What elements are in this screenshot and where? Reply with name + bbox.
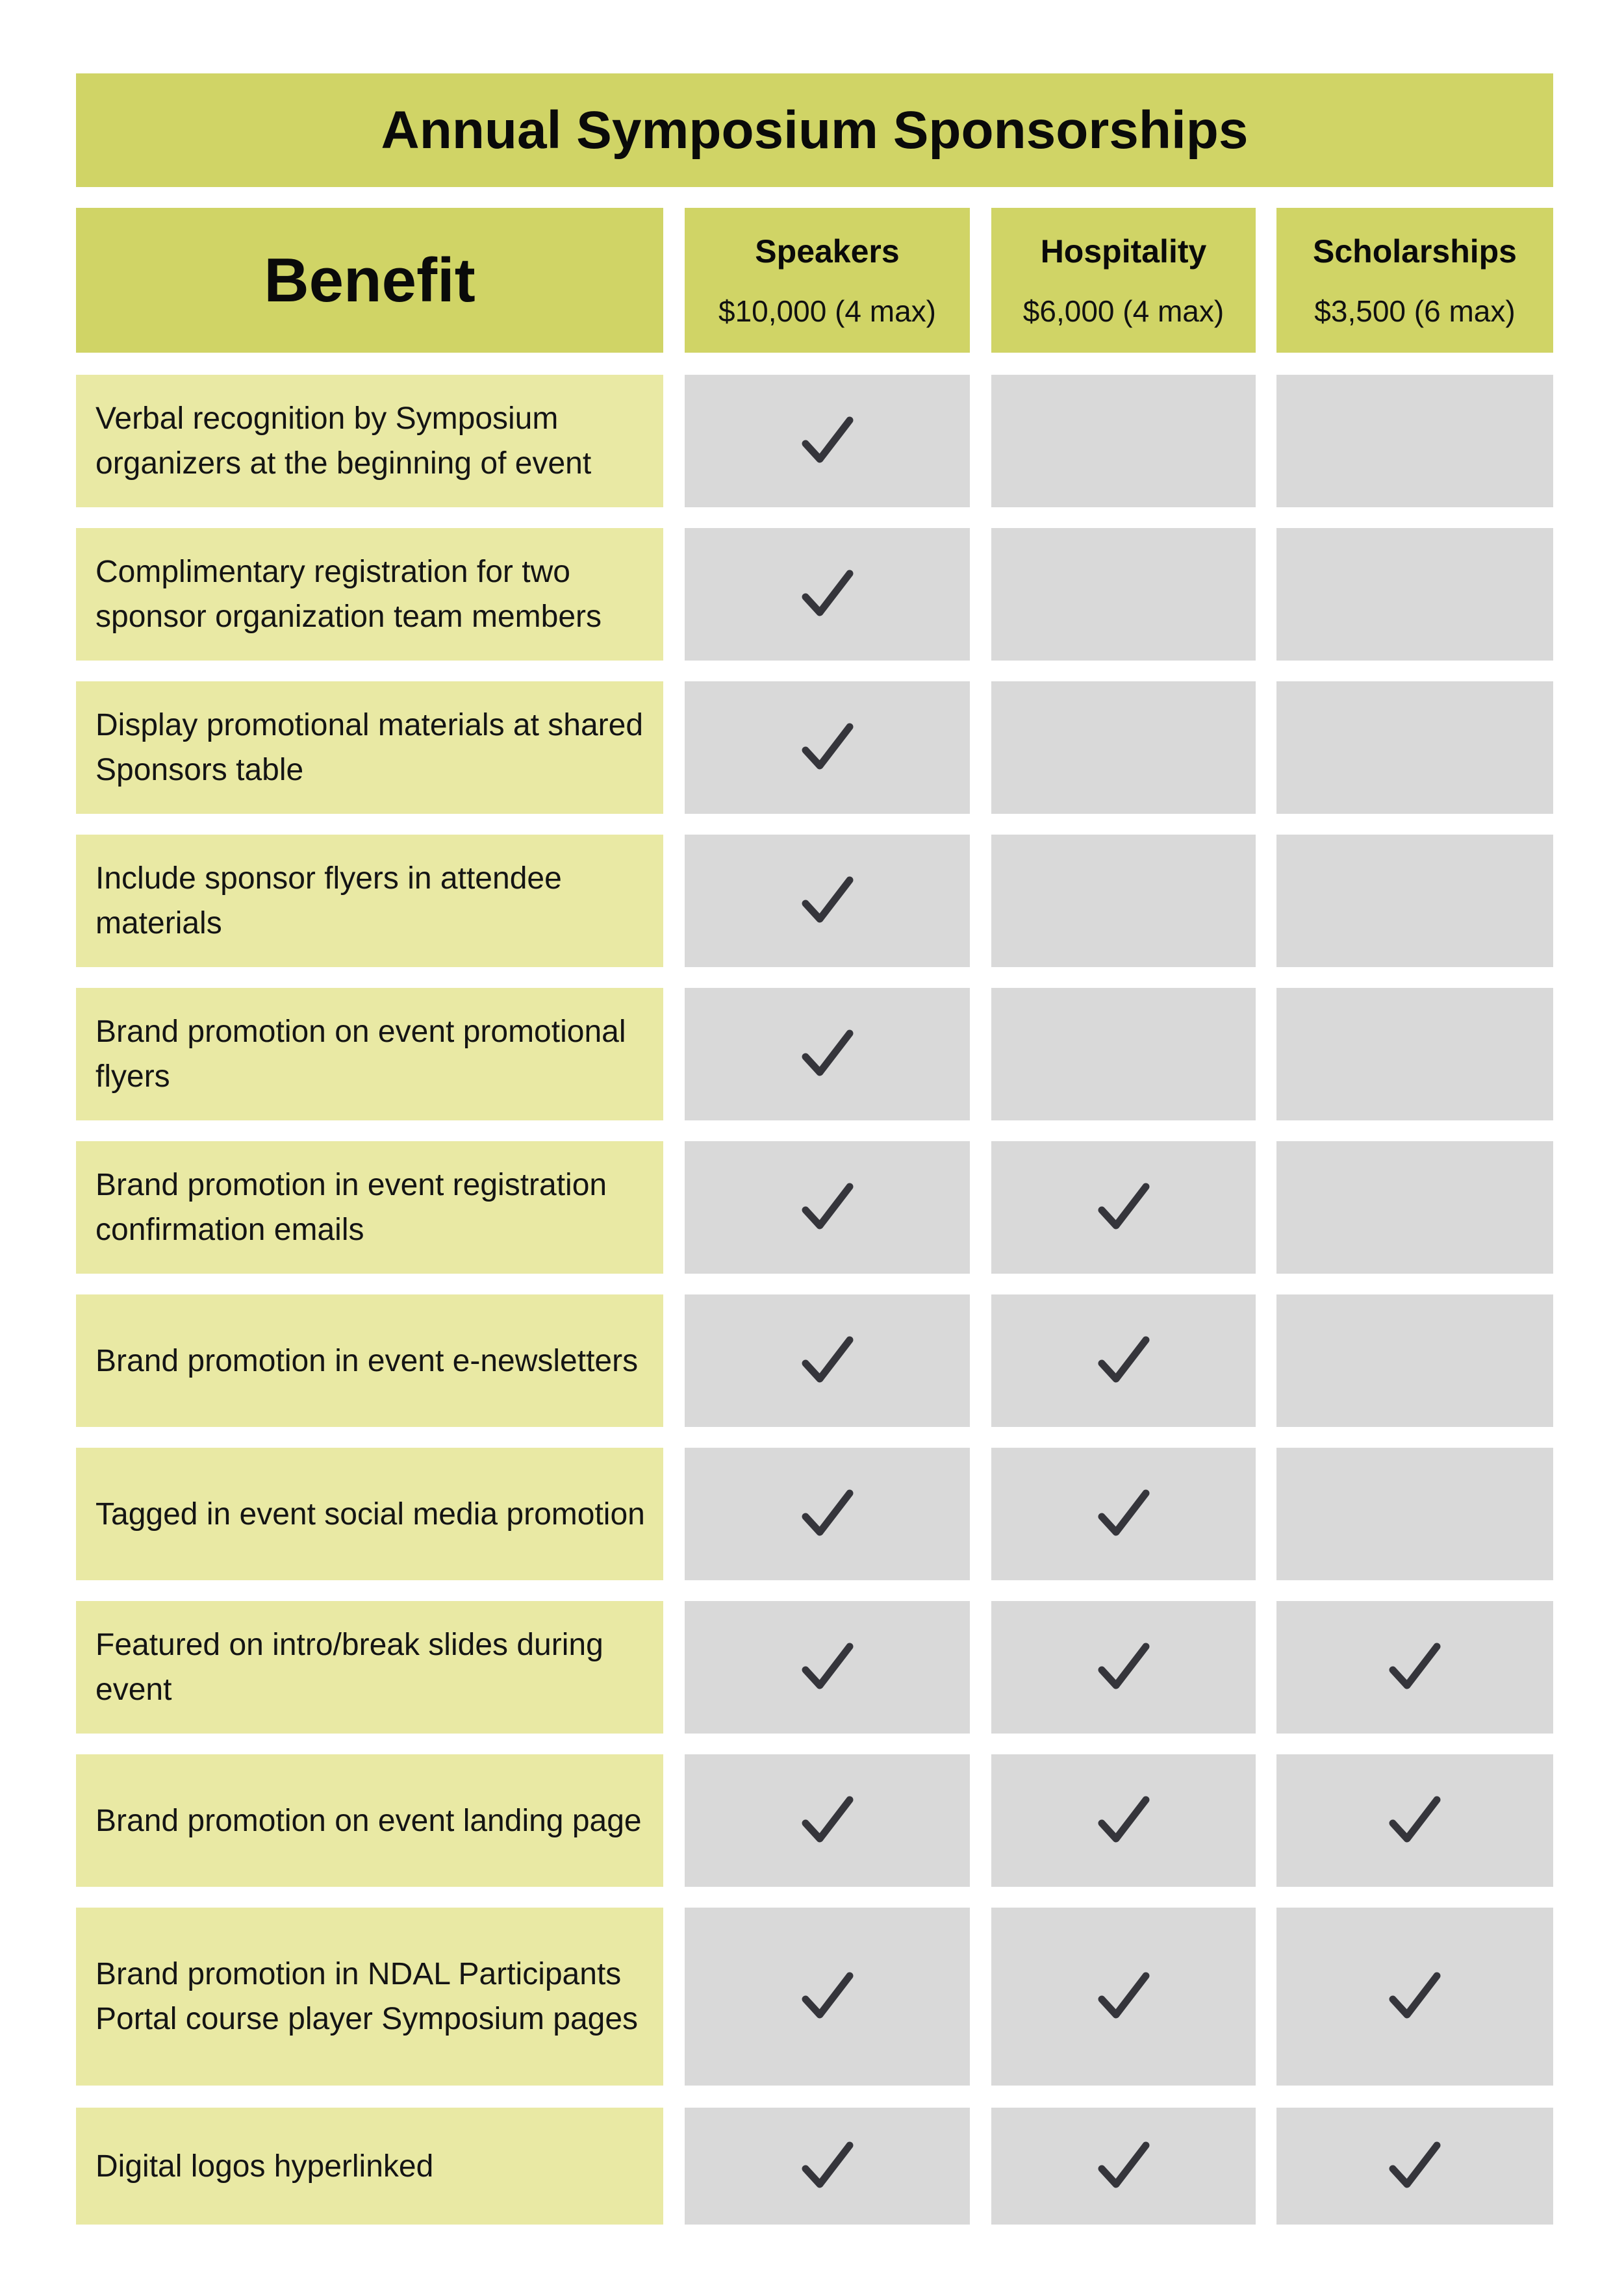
- check-icon: [800, 1793, 855, 1848]
- tier-cell-scholarships: [1276, 1448, 1553, 1580]
- benefit-cell: [76, 1141, 663, 1274]
- check-icon: [1097, 1487, 1151, 1541]
- check-icon: [800, 1027, 855, 1081]
- benefit-cell: [76, 528, 663, 661]
- tier-cell-hospitality: [991, 528, 1256, 661]
- benefit-text: Verbal recognition by Symposium organizers at the beginning of event: [95, 401, 592, 481]
- tier-cell-hospitality: [991, 1294, 1256, 1427]
- check-icon: [1388, 1793, 1442, 1848]
- benefit-cell: [76, 1754, 663, 1887]
- check-icon: [1097, 2139, 1151, 2193]
- check-icon: [1097, 1333, 1151, 1388]
- tier-cell-speakers: [685, 1448, 970, 1580]
- tier-cell-hospitality: [991, 1908, 1256, 2086]
- page-title: Annual Symposium Sponsorships: [381, 100, 1249, 160]
- check-icon: [800, 874, 855, 928]
- benefit-text: Include sponsor flyers in attendee materials: [95, 861, 562, 940]
- tier-name: Hospitality: [1040, 233, 1207, 270]
- benefit-column-label: Benefit: [264, 245, 476, 315]
- benefit-cell: [76, 2108, 663, 2225]
- tier-header-scholarships: [1276, 208, 1553, 353]
- benefit-text: Brand promotion on event promotional flyers: [95, 1015, 626, 1094]
- benefit-cell: [76, 1294, 663, 1427]
- tier-cell-speakers: [685, 1754, 970, 1887]
- tier-cell-scholarships: [1276, 375, 1553, 507]
- check-icon: [1388, 1640, 1442, 1695]
- check-icon: [800, 2139, 855, 2193]
- tier-name: Speakers: [755, 233, 900, 270]
- tier-cell-scholarships: [1276, 1141, 1553, 1274]
- tier-cell-hospitality: [991, 1448, 1256, 1580]
- tier-price: $10,000 (4 max): [718, 294, 936, 328]
- benefit-cell: [76, 681, 663, 814]
- tier-cell-speakers: [685, 2108, 970, 2225]
- tier-cell-scholarships: [1276, 835, 1553, 967]
- check-icon: [800, 1969, 855, 2024]
- tier-name: Scholarships: [1313, 233, 1517, 270]
- tier-cell-speakers: [685, 835, 970, 967]
- check-icon: [800, 1180, 855, 1235]
- benefit-cell: [76, 835, 663, 967]
- benefit-text: Brand promotion in event registration confirmation emails: [95, 1168, 607, 1247]
- benefit-text: Brand promotion on event landing page: [95, 1803, 642, 1838]
- tier-cell-scholarships: [1276, 2108, 1553, 2225]
- check-icon: [800, 1640, 855, 1695]
- benefit-text: Brand promotion in NDAL Participants Portal course player Symposium pages: [95, 1957, 639, 2036]
- tier-cell-scholarships: [1276, 1754, 1553, 1887]
- tier-header-speakers: [685, 208, 970, 353]
- benefit-text: Brand promotion in event e-newsletters: [95, 1343, 639, 1378]
- benefit-cell: [76, 1908, 663, 2086]
- tier-cell-hospitality: [991, 2108, 1256, 2225]
- tier-cell-speakers: [685, 1294, 970, 1427]
- tier-cell-scholarships: [1276, 1294, 1553, 1427]
- tier-cell-scholarships: [1276, 1908, 1553, 2086]
- benefit-text: Featured on intro/break slides during event: [95, 1628, 603, 1707]
- tier-cell-hospitality: [991, 835, 1256, 967]
- tier-cell-speakers: [685, 988, 970, 1120]
- benefit-cell: [76, 1448, 663, 1580]
- check-icon: [1388, 2139, 1442, 2193]
- tier-cell-hospitality: [991, 1754, 1256, 1887]
- benefit-text: Display promotional materials at shared Sponsors table: [95, 708, 644, 787]
- tier-price: $6,000 (4 max): [1022, 294, 1224, 328]
- tier-cell-speakers: [685, 1601, 970, 1734]
- benefit-cell: [76, 375, 663, 507]
- page-title-bar: [76, 73, 1553, 187]
- tier-cell-hospitality: [991, 681, 1256, 814]
- tier-cell-hospitality: [991, 1141, 1256, 1274]
- tier-cell-hospitality: [991, 988, 1256, 1120]
- check-icon: [1097, 1180, 1151, 1235]
- benefit-column-header: [76, 208, 663, 353]
- tier-cell-speakers: [685, 375, 970, 507]
- check-icon: [800, 1333, 855, 1388]
- tier-cell-scholarships: [1276, 1601, 1553, 1734]
- tier-cell-speakers: [685, 1908, 970, 2086]
- benefit-cell: [76, 1601, 663, 1734]
- check-icon: [1097, 1640, 1151, 1695]
- tier-cell-scholarships: [1276, 528, 1553, 661]
- benefit-cell: [76, 988, 663, 1120]
- check-icon: [1388, 1969, 1442, 2024]
- tier-cell-speakers: [685, 681, 970, 814]
- check-icon: [1097, 1793, 1151, 1848]
- check-icon: [800, 414, 855, 468]
- tier-header-hospitality: [991, 208, 1256, 353]
- benefit-text: Digital logos hyperlinked: [95, 2149, 434, 2184]
- tier-cell-speakers: [685, 1141, 970, 1274]
- check-icon: [800, 720, 855, 775]
- tier-price: $3,500 (6 max): [1314, 294, 1516, 328]
- benefit-text: Complimentary registration for two sponsor organization team members: [95, 555, 602, 634]
- tier-cell-hospitality: [991, 375, 1256, 507]
- check-icon: [800, 1487, 855, 1541]
- tier-cell-scholarships: [1276, 988, 1553, 1120]
- tier-cell-speakers: [685, 528, 970, 661]
- check-icon: [800, 567, 855, 622]
- tier-cell-scholarships: [1276, 681, 1553, 814]
- benefit-text: Tagged in event social media promotion: [95, 1496, 645, 1532]
- check-icon: [1097, 1969, 1151, 2024]
- tier-cell-hospitality: [991, 1601, 1256, 1734]
